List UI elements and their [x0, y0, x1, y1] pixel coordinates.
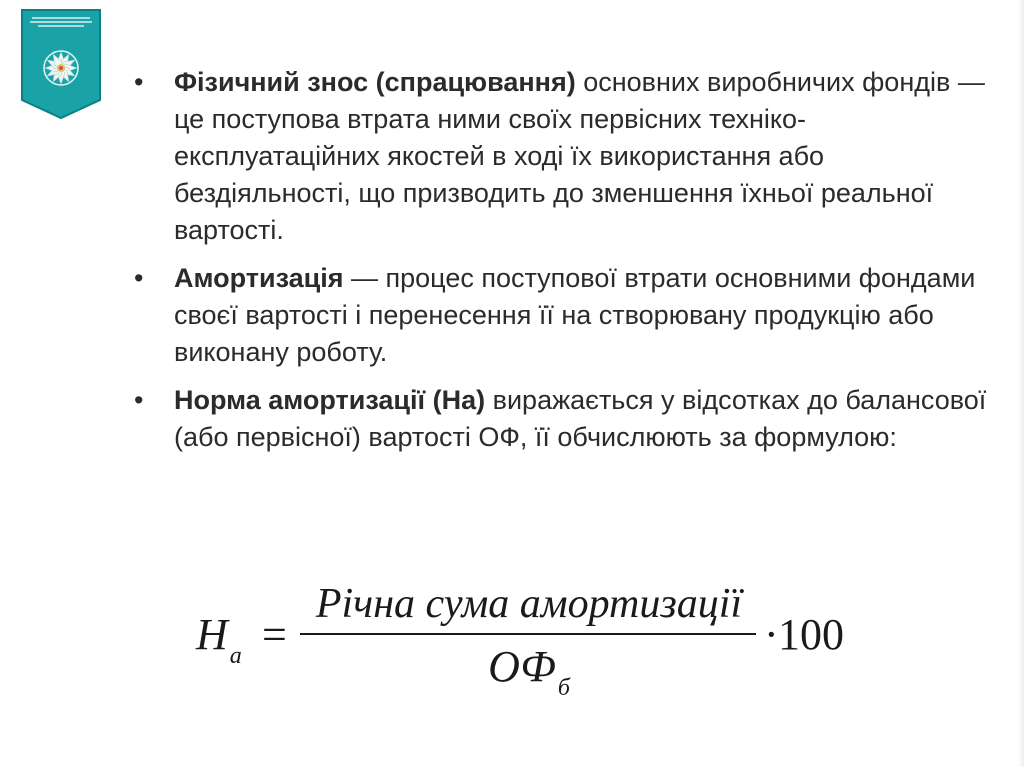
formula-lhs-subscript: а: [229, 643, 242, 669]
crest-icon: [20, 8, 102, 120]
slide-right-edge: [1018, 0, 1024, 767]
bullet-amortization-rate: [130, 382, 990, 456]
formula-denominator-symbol: ОФ: [488, 642, 556, 691]
formula-numerator: Річна сума амортизації: [315, 581, 743, 627]
bullet-term: Норма амортизації (На): [174, 385, 486, 415]
fraction-bar: [300, 633, 756, 635]
bullet-text: виражається у відсотках до балансової (або первісної) вартості ОФ, її обчислюють за формулою:: [174, 385, 987, 452]
formula-lhs: [196, 610, 242, 667]
bullet-text: — процес поступової втрати основними фондами своєї вартості і перенесення її на створювану продукцію або виконану роботу.: [174, 263, 976, 367]
bullet-mark: •: [134, 67, 144, 97]
formula-lhs-symbol: Н: [196, 610, 228, 659]
bullet-list: [130, 64, 990, 467]
bullet-mark: •: [134, 385, 144, 415]
formula-equals-sign: =: [262, 610, 287, 659]
formula-denominator: [300, 642, 758, 699]
bullet-amortization: [130, 260, 990, 371]
bullet-term: Фізичний знос (спрацювання): [174, 67, 576, 97]
bullet-physical-wear: [130, 64, 990, 249]
bullet-text: основних виробничих фондів — це поступова втрата ними своїх первісних техніко-експлуатаційних якостей в ході їх використання або бездіяльності, що призводить до зменшення їхньої реальної вартості.: [174, 67, 985, 245]
university-crest-logo: [20, 8, 102, 120]
formula-times-dot: ·: [764, 610, 779, 659]
formula-denominator-subscript: б: [557, 675, 570, 701]
formula-multiplier: 100: [778, 610, 844, 659]
bullet-mark: •: [134, 263, 144, 293]
bullet-term: Амортизація: [174, 263, 344, 293]
amortization-rate-formula: [196, 580, 876, 710]
